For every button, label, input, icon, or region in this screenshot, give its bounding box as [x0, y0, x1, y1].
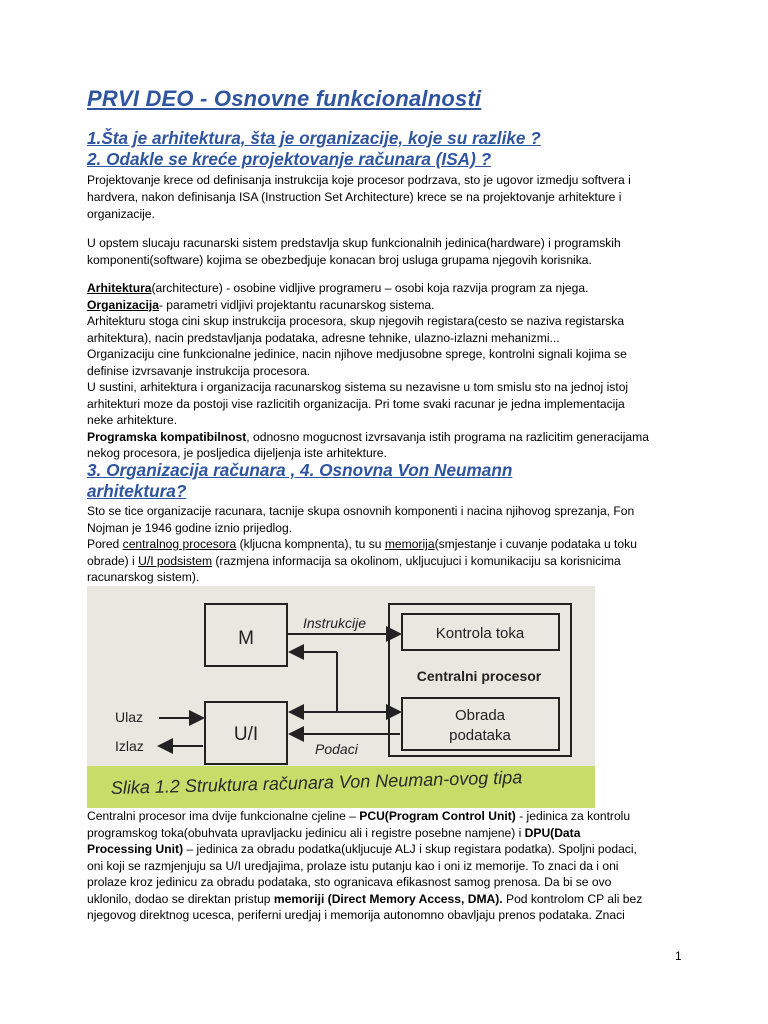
- io-label: U/I: [233, 724, 259, 745]
- heading-section-3: [87, 460, 512, 502]
- text-line: njegovog direktnog ucesca, periferni uredjaj i memorija autonomno obavljaju prenos podataka. Znaci: [87, 908, 625, 922]
- text-span: - jedinica za kontrolu: [515, 809, 631, 823]
- term-arhitektura: Arhitektura: [87, 281, 152, 295]
- text-line: Projektovanje krece od definisanja instrukcija koje procesor podrzava, sto je ugovor izmedju softvera i: [87, 173, 631, 187]
- cpu-label: Centralni procesor: [416, 668, 542, 684]
- memory-label: M: [238, 628, 254, 649]
- output-label: Izlaz: [115, 738, 144, 754]
- term-dpu: DPU(Data: [524, 825, 581, 840]
- text-span: (razmjena informacija sa okolinom, ukljucujuci i komunikaciju sa korisnicima: [212, 553, 621, 568]
- def-kompatibilnost: , odnosno mogucnost izvrsavanja istih programa na razlicitim generacijama: [246, 429, 649, 444]
- text-line: Arhitekturu stoga cini skup instrukcija procesora, skup njegovih registara(cesto se naziva registarska: [87, 314, 625, 328]
- processing-label-2: podataka: [449, 727, 511, 744]
- text-line: [87, 553, 687, 570]
- page-number: 1: [675, 949, 682, 963]
- figure-caption: Slika 1.2 Struktura računara Von Neuman-ovog tipa: [110, 767, 523, 798]
- page-title: PRVI DEO - Osnovne funkcionalnosti: [87, 86, 482, 111]
- text-span: programskog toka(obuhvata upravljacku jedinicu ali i registre posebne namjene) i: [87, 825, 525, 840]
- text-span: obrade) i: [87, 553, 139, 568]
- control-label: Kontrola toka: [435, 625, 525, 642]
- text-line: prolaze kroz jedinicu za obradu podataka, sto ogranicava efikasnost samog prenosa. Da bi se ovo: [87, 875, 612, 889]
- heading-1-line-1: 1.Šta je arhitektura, šta je organizacije, koje su razlike ?: [87, 128, 541, 148]
- term-ui-podsistem: U/I podsistem: [138, 553, 213, 568]
- von-neumann-figure: [87, 586, 595, 808]
- term-kompatibilnost: Programska kompatibilnost: [87, 429, 247, 444]
- processing-label-1: Obrada: [454, 707, 506, 724]
- text-line: [87, 536, 687, 553]
- def-organizacija: - parametri vidljivi projektantu racunarskog sistema.: [158, 297, 435, 312]
- text-line: [87, 891, 687, 908]
- text-span: (smjestanje i cuvanje podataka u toku: [434, 537, 637, 551]
- text-line: komponenti(software) kojima se obezbedjuje konacan broj usluga grupama njegovih korisnika.: [87, 253, 592, 267]
- heading-section-1: [87, 128, 541, 170]
- text-line: hardvera, nakon definisanja ISA (Instruction Set Architecture) krece se na projektovanje arhitekture i: [87, 190, 622, 204]
- input-label: Ulaz: [115, 709, 144, 725]
- heading-3-line-1: 3. Organizacija računara , 4. Osnovna Von Neumann: [87, 460, 513, 480]
- text-line: [87, 280, 687, 297]
- paragraph-cpu: [87, 808, 687, 924]
- paragraph-definitions: [87, 280, 687, 462]
- text-line: nekog procesora, je posljedica dijeljenja iste arhitekture.: [87, 446, 387, 460]
- text-line: [87, 825, 687, 842]
- text-span: Centralni procesor ima dvije funkcionalne cjeline –: [87, 809, 360, 823]
- text-line: arhitektura), nacin predstavljanja podataka, adresne tehnike, ulazno-izlazni mehanizmi...: [87, 330, 560, 345]
- text-line: definise izvrsavanje instrukcija procesora.: [87, 363, 311, 378]
- term-memorija: memorija: [384, 537, 435, 551]
- text-line: [87, 808, 687, 825]
- text-line: arhitekturi moze da postoji vise razlicitih organizacija. Pri tome svaki racunar je jedna implementacija: [87, 396, 625, 411]
- text-line: Organizaciju cine funkcionalne jedinice, nacin njihove medjusobne sprege, kontrolni signali kojima se: [87, 347, 627, 361]
- text-span: Pod kontrolom CP ali bez: [502, 891, 643, 906]
- text-line: [87, 429, 687, 446]
- text-line: U sustini, arhitektura i organizacija racunarskog sistema su nezavisne u tom smislu sto na jednoj istoj: [87, 380, 629, 394]
- paragraph-isa: [87, 172, 687, 223]
- text-line: oni koji se razmjenjuju sa U/I uredjajima, prolaze istu putanju kao i oni iz memorije. To znaci da i oni: [87, 858, 619, 873]
- term-organizacija: Organizacija: [87, 297, 159, 312]
- def-arhitektura: (architecture) - osobine vidljive programeru – osobi koja razvija program za njega.: [151, 281, 589, 295]
- heading-1-line-2: 2. Odakle se kreće projektovanje računara (ISA) ?: [87, 149, 492, 169]
- paragraph-von-neumann: [87, 503, 687, 586]
- data-label: Podaci: [315, 741, 358, 757]
- text-line: organizacije.: [87, 207, 155, 221]
- text-span: – jedinica za obradu podatka(ukljucuje ALJ i skup registara podatka). Spoljni podaci,: [183, 842, 637, 856]
- text-span: Pored: [87, 537, 123, 551]
- paragraph-system: [87, 235, 687, 269]
- heading-3-line-2: arhitektura?: [87, 481, 187, 501]
- text-span: uklonilo, dodao se direktan pristup: [87, 891, 274, 906]
- text-line: racunarskog sistem).: [87, 570, 200, 584]
- text-line: [87, 297, 687, 314]
- term-dma: memoriji (Direct Memory Access, DMA).: [273, 891, 503, 906]
- term-centralni-procesor: centralnog procesora: [122, 537, 237, 551]
- text-line: [87, 841, 687, 858]
- text-line: U opstem slucaju racunarski sistem predstavlja skup funkcionalnih jedinica(hardware) i programskih: [87, 236, 621, 250]
- text-line: Sto se tice organizacije racunara, tacnije skupa osnovnih komponenti i nacina njihovog sprezanja, Fon: [87, 504, 635, 518]
- diagram-svg: [87, 586, 595, 808]
- text-span: (kljucna kompnenta), tu su: [236, 537, 385, 551]
- term-pcu: PCU(Program Control Unit): [359, 809, 516, 823]
- text-line: Nojman je 1946 godine iznio prijedlog.: [87, 520, 293, 535]
- text-line: neke arhitekture.: [87, 413, 178, 427]
- instructions-label: Instrukcije: [303, 615, 367, 631]
- term-dpu-2: Processing Unit): [87, 842, 184, 856]
